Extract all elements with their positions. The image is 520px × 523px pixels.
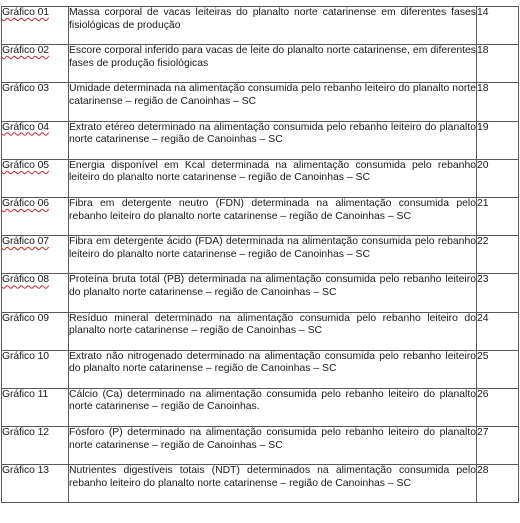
- figure-label: Gráfico 09: [2, 312, 49, 324]
- figure-label: Gráfico 07: [2, 236, 49, 248]
- page-number: 23: [477, 274, 519, 312]
- figure-description: Extrato etéreo determinado na alimentação consumida pelo rebanho leiteiro do planalto norte catarinense – região de Canoinhas – SC: [69, 121, 477, 159]
- figure-description: Energia disponível em Kcal determinada na alimentação consumida pelo rebanho leiteiro do planalto norte catarinense – região de Canoinhas – SC: [69, 159, 477, 197]
- table-row: [2, 465, 519, 503]
- figure-label-cell: [2, 45, 69, 83]
- figure-description: Fósforo (P) determinado na alimentação consumida pelo rebanho leiteiro do planalto norte catarinense – região de Canoinhas – SC: [69, 427, 477, 465]
- figure-label-cell: [2, 388, 69, 426]
- table-row: [2, 312, 519, 350]
- figure-label: Gráfico 08: [2, 274, 49, 286]
- page-number: 22: [477, 236, 519, 274]
- figure-label: Gráfico 05: [2, 159, 49, 171]
- figure-label: Gráfico 12: [2, 427, 49, 439]
- table-row: [2, 83, 519, 121]
- figure-label: Gráfico 03: [2, 83, 49, 95]
- page-number: 14: [477, 7, 519, 45]
- table-row: [2, 121, 519, 159]
- figure-label: Gráfico 04: [2, 121, 49, 133]
- list-of-figures-body: [2, 7, 519, 503]
- figure-label-cell: [2, 427, 69, 465]
- figure-label: Gráfico 01: [2, 7, 49, 18]
- figure-description: Proteína bruta total (PB) determinada na alimentação consumida pelo rebanho leiteiro do planalto norte catarinense – região de Canoinhas – SC: [69, 274, 477, 312]
- page-number: 24: [477, 312, 519, 350]
- list-of-figures-table: [1, 6, 519, 503]
- table-row: [2, 159, 519, 197]
- figure-label-cell: [2, 7, 69, 45]
- figure-label-cell: [2, 159, 69, 197]
- page-number: 26: [477, 388, 519, 426]
- figure-description: Extrato não nitrogenado determinado na alimentação consumida pelo rebanho leiteiro do planalto norte catarinense – região de Canoinhas – SC: [69, 350, 477, 388]
- table-row: [2, 350, 519, 388]
- figure-label: Gráfico 10: [2, 350, 49, 362]
- figure-description: Fibra em detergente neutro (FDN) determinada na alimentação consumida pelo rebanho leiteiro do planalto norte catarinense – região de Canoinhas – SC: [69, 197, 477, 235]
- page-number: 25: [477, 350, 519, 388]
- table-row: [2, 7, 519, 45]
- figure-label: Gráfico 06: [2, 197, 49, 209]
- figure-label-cell: [2, 236, 69, 274]
- figure-label: Gráfico 02: [2, 45, 49, 57]
- figure-description: Nutrientes digestíveis totais (NDT) determinados na alimentação consumida pelo rebanho leiteiro do planalto norte catarinense – região de Canoinhas – SC: [69, 465, 477, 503]
- page-number: 21: [477, 197, 519, 235]
- page-number: 28: [477, 465, 519, 503]
- figure-label-cell: [2, 121, 69, 159]
- figure-label-cell: [2, 350, 69, 388]
- figure-description: Massa corporal de vacas leiteiras do planalto norte catarinense em diferentes fases fisiológicas de produção: [69, 7, 477, 45]
- page-number: 27: [477, 427, 519, 465]
- page-number: 19: [477, 121, 519, 159]
- figure-label-cell: [2, 83, 69, 121]
- figure-description: Cálcio (Ca) determinado na alimentação consumida pelo rebanho leiteiro do planalto norte catarinense – região de Canoinhas.: [69, 388, 477, 426]
- page-number: 20: [477, 159, 519, 197]
- figure-description: Fibra em detergente ácido (FDA) determinada na alimentação consumida pelo rebanho leiteiro do planalto norte catarinense – região de Canoinhas – SC: [69, 236, 477, 274]
- figure-label: Gráfico 11: [2, 388, 49, 400]
- figure-description: Escore corporal inferido para vacas de leite do planalto norte catarinense, em diferentes fases de produção fisiológicas: [69, 45, 477, 83]
- page-number: 18: [477, 45, 519, 83]
- table-row: [2, 388, 519, 426]
- table-row: [2, 197, 519, 235]
- figure-label-cell: [2, 197, 69, 235]
- figure-label-cell: [2, 312, 69, 350]
- table-row: [2, 236, 519, 274]
- table-row: [2, 427, 519, 465]
- figure-description: Umidade determinada na alimentação consumida pelo rebanho leiteiro do planalto norte catarinense – região de Canoinhas – SC: [69, 83, 477, 121]
- page-number: 18: [477, 83, 519, 121]
- figure-description: Resíduo mineral determinado na alimentação consumida pelo rebanho leiteiro do planalto norte catarinense – região de Canoinhas – SC: [69, 312, 477, 350]
- figure-label: Gráfico 13: [2, 465, 49, 477]
- figure-label-cell: [2, 465, 69, 503]
- figure-label-cell: [2, 274, 69, 312]
- table-row: [2, 45, 519, 83]
- table-row: [2, 274, 519, 312]
